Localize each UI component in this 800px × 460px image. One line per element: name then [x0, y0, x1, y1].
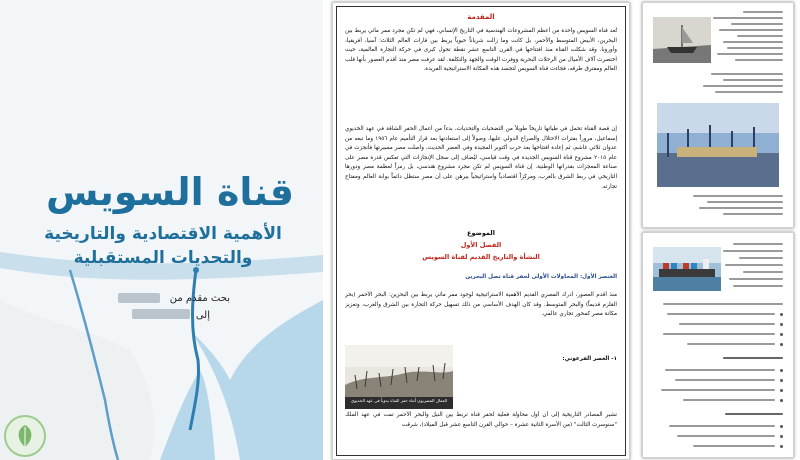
- redacted-recipient-name: [132, 309, 190, 319]
- pharaonic-era-paragraph: تشير المصادر التاريخية إلى أن أول محاولة فعلية لحفر قناة تربط بين النيل والبحر الأحمر تمت في عهد الملك "سنوسرت الثالث" (من الأسرة الثانية عشرة – حوالي القرن التاسع عشر قبل الميلاد)، شرقت: [345, 412, 617, 428]
- cover-subtitle-line2: والتحديات المستقبلية: [73, 248, 253, 268]
- intro-paragraph-2: إن قصة القناة تحمل في طياتها تاريخاً طويلاً من التضحيات والتحديات، بدءاً من أعمال الحفر الشاقة في عهد الخديوي إسماعيل، مروراً بفترات الاحتلال والصراع الدولي عليها، وصولاً إلى استعادتها بعد قرار التأميم عام ١٩٥٦ وما تبعه من عدوان ثلاثي غاشم، ثم إعادة افتتاحها بعد حرب أكتوبر المجيدة وفي العصر الحديث، واصلت مصر مسيرتها فأنجزت في عام ٢٠١٥ مشروع قناة السويس الجديدة في وقت قياسي، ليُضاف إلى سجل الإنجازات التي تعكس قدرة مصر على صناعة المعجزات بقدراتها الوطنية. إن قناة السويس لم تكن مجرد مشروع هندسي، بل رمزاً لعظمة مصر ودورها التاريخي في ربط الشرق بالغرب، ومركزاً اقتصادياً واستراتيجياً يبرهن على أن مصر ستظل دائماً بوابة العالم ومفتاح تجارته.: [345, 126, 617, 190]
- cover-page: [0, 0, 323, 460]
- leaf-emblem-icon: [6, 417, 44, 455]
- canal-opening-ceremony-painting: [657, 103, 779, 187]
- redacted-author-name: [118, 293, 160, 303]
- container-ship-photo: [653, 247, 721, 291]
- school-logo: [4, 415, 46, 457]
- document-page-introduction: [332, 2, 630, 460]
- chapter-title: النشأة والتاريخ القديم لقناة السويس: [422, 253, 540, 261]
- cover-subtitle-line1: الأهمية الاقتصادية والتاريخية: [44, 224, 282, 244]
- section-paragraph: منذ أقدم العصور، أدرك المصري القديم الأهمية الاستراتيجية لوجود ممر مائي يربط بين البحرين: البحر الأحمر (بحر القلزم قديماً) والبحر المتوسط. وقد كان الهدف الأساسي من ذلك تسهيل حركة التجارة بين الشرق والغرب، وتعزيز مكانة مصر كمحور تجاري عالمي.: [345, 292, 617, 318]
- to-label: إلى: [195, 310, 210, 321]
- intro-paragraph-1: تُعد قناة السويس واحدة من أعظم المشروعات الهندسية في التاريخ الإنساني، فهي لم تكن مجرد ممر مائي يربط بين البحرين، الأبيض المتوسط والأحمر، بل كانت وما زالت شرياناً حيوياً يربط بين قارات العالم الثلاث: آسيا، أفريقيا، وأوروبا. وقد شكلت القناة منذ افتتاحها في القرن التاسع عشر نقطة تحول كبرى في حركة التجارة العالمية، حيث اختصرت آلاف الأميال من الرحلات البحرية ووفرت الوقت والجهد والتكلفة. لقد عرفت مصر منذ أقدم العصور بأنها قلب العالم ومفترق طرقه، فجاءت قناة السويس لتجسد هذه المكانة الاستراتيجية الفريدة.: [345, 28, 617, 73]
- prepared-by-label: بحث مقدم من: [169, 293, 230, 304]
- document-thumbnail-page-3: [642, 232, 794, 458]
- historic-ship-engraving: [653, 17, 711, 63]
- topic-heading: الموضوع: [467, 229, 495, 237]
- engraving-caption: العمال المصريون أثناء حفر القناة يدوياً في عهد الخديوي: [350, 398, 448, 403]
- document-thumbnail-page-2: [642, 2, 794, 228]
- canal-digging-engraving: [345, 345, 453, 409]
- pharaonic-era-heading: ١- العصر الفرعوني:: [562, 356, 617, 362]
- cover-title: قناة السويس: [45, 170, 295, 214]
- section-heading: العنصر الأول: المحاولات الأولى لحفر قناة تصل البحرين: [465, 274, 617, 280]
- chapter-heading: الفصل الأول: [460, 241, 502, 249]
- intro-heading: المقدمة: [467, 13, 495, 21]
